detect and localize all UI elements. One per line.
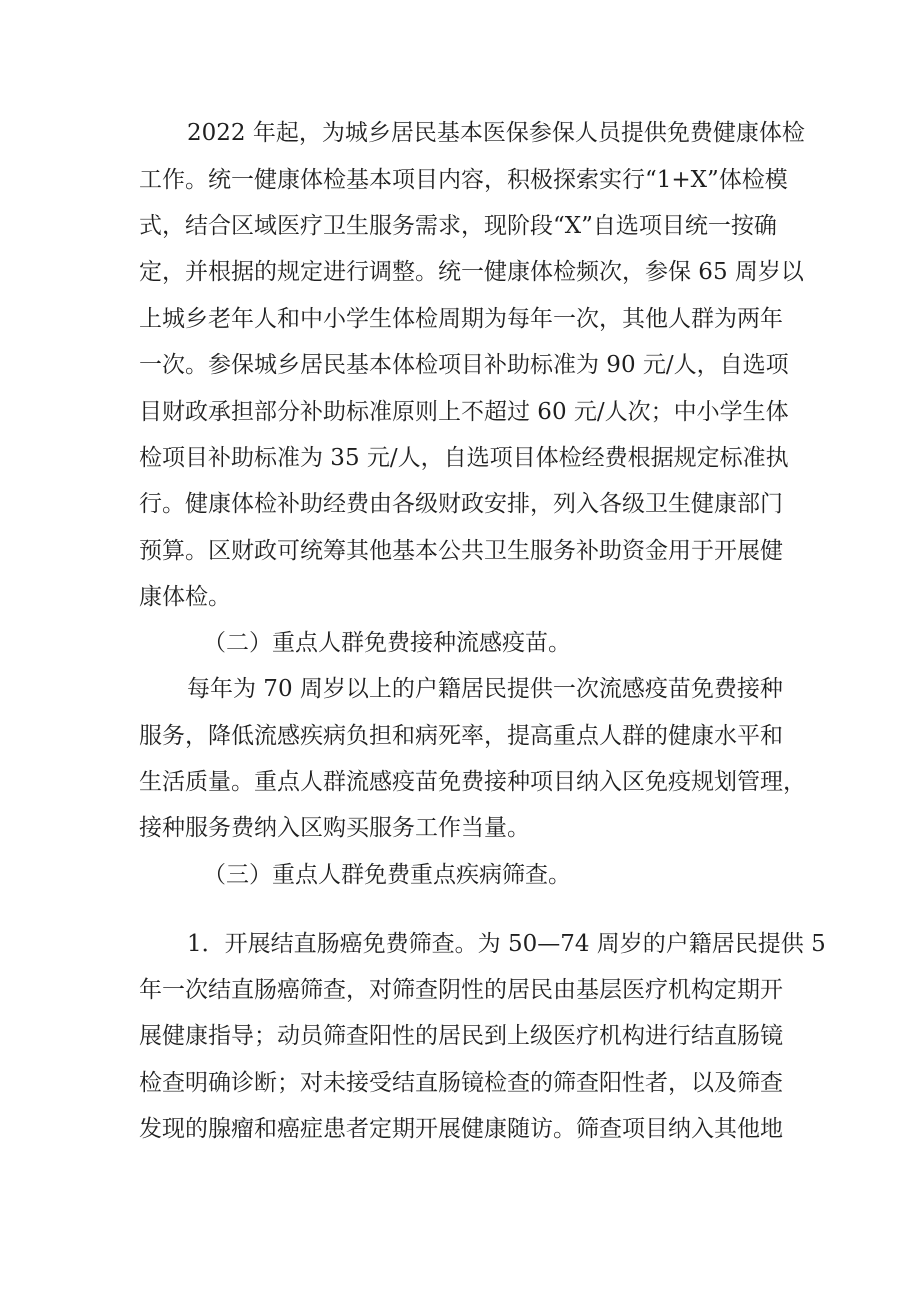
line-text: 2022 年起，为城乡居民基本医保参保人员提供免费健康体检 [187, 120, 805, 146]
paragraph-line [0, 438, 920, 478]
line-text: 检项目补助标准为 35 元/人，自选项目体检经费根据规定标准执 [139, 445, 789, 471]
paragraph-line [0, 577, 920, 617]
line-text: 式，结合区域医疗卫生服务需求，现阶段“X”自选项目统一按确 [139, 213, 777, 239]
line-text: 发现的腺瘤和癌症患者定期开展健康随访。筛查项目纳入其他地 [139, 1116, 783, 1142]
paragraph-line [0, 206, 920, 246]
paragraph-line [0, 669, 920, 709]
paragraph-line [0, 160, 920, 200]
line-text: 上城乡老年人和中小学生体检周期为每年一次，其他人群为两年 [139, 306, 783, 332]
line-text: 工作。统一健康体检基本项目内容，积极探索实行“1+X”体检模 [139, 167, 788, 193]
line-text: 接种服务费纳入区购买服务工作当量。 [139, 815, 530, 841]
paragraph-line [0, 484, 920, 524]
section-heading [0, 855, 920, 895]
paragraph-line [0, 1109, 920, 1149]
paragraph-line [0, 252, 920, 292]
paragraph-line [0, 531, 920, 571]
line-text: 检查明确诊断；对未接受结直肠镜检查的筛查阳性者，以及筛查 [139, 1070, 783, 1096]
line-text: 康体检。 [139, 584, 231, 610]
paragraph-line [0, 113, 920, 153]
line-text: 目财政承担部分补助标准原则上不超过 60 元/人次；中小学生体 [139, 399, 789, 425]
paragraph-line [0, 1063, 920, 1103]
heading-text: （三）重点人群免费重点疾病筛查。 [203, 862, 571, 888]
paragraph-line [0, 1016, 920, 1056]
paragraph-line [0, 345, 920, 385]
paragraph-line [0, 762, 920, 802]
heading-text: （二）重点人群免费接种流感疫苗。 [203, 630, 571, 656]
line-text: 展健康指导；动员筛查阳性的居民到上级医疗机构进行结直肠镜 [139, 1023, 783, 1049]
paragraph-line [0, 970, 920, 1010]
paragraph-line [0, 392, 920, 432]
paragraph-line [0, 924, 920, 964]
line-text: 1．开展结直肠癌免费筛查。为 50—74 周岁的户籍居民提供 5 [187, 931, 826, 957]
line-text: 定，并根据的规定进行调整。统一健康体检频次，参保 65 周岁以 [139, 259, 804, 285]
line-text: 每年为 70 周岁以上的户籍居民提供一次流感疫苗免费接种 [187, 676, 783, 702]
line-text: 预算。区财政可统筹其他基本公共卫生服务补助资金用于开展健 [139, 538, 783, 564]
line-text: 生活质量。重点人群流感疫苗免费接种项目纳入区免疫规划管理， [139, 769, 806, 795]
line-text: 一次。参保城乡居民基本体检项目补助标准为 90 元/人，自选项 [139, 352, 789, 378]
line-text: 服务，降低流感疾病负担和病死率，提高重点人群的健康水平和 [139, 723, 783, 749]
line-text: 行。健康体检补助经费由各级财政安排，列入各级卫生健康部门 [139, 491, 783, 517]
paragraph-line [0, 299, 920, 339]
paragraph-line [0, 716, 920, 756]
line-text: 年一次结直肠癌筛查，对筛查阴性的居民由基层医疗机构定期开 [139, 977, 783, 1003]
section-heading [0, 623, 920, 663]
paragraph-line [0, 808, 920, 848]
